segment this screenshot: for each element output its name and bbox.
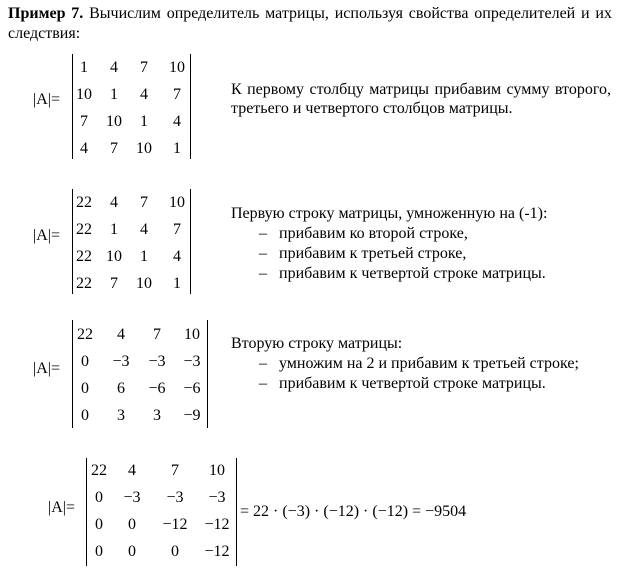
- matrix-cell: 1: [110, 86, 118, 103]
- matrix-cell: −9: [183, 407, 201, 424]
- explanation-1: [231, 80, 611, 118]
- matrix-cell: 1: [140, 248, 148, 265]
- matrix-cell: 10: [169, 59, 185, 76]
- matrix-cell: 10: [136, 140, 152, 157]
- det-left-bar: [86, 458, 87, 566]
- matrix-cell: 1: [110, 221, 118, 238]
- matrix-cell: −12: [204, 543, 230, 560]
- matrix-cell: 4: [128, 462, 136, 479]
- matrix-cell: 0: [95, 489, 103, 506]
- matrix-cell: 10: [136, 275, 152, 292]
- matrix-cell: −3: [166, 489, 184, 506]
- list-item: – прибавим к четвертой строке матрицы.: [259, 265, 546, 282]
- matrix-cell: −12: [162, 516, 188, 533]
- matrix-cell: 22: [76, 248, 92, 265]
- det-left-bar: [72, 189, 73, 294]
- matrix-cell: 7: [110, 275, 118, 292]
- intro-paragraph: [8, 4, 612, 44]
- dash-icon: –: [259, 225, 267, 242]
- matrix-cell: 7: [140, 59, 148, 76]
- list-item: – прибавим к четвертой строке матрицы.: [259, 375, 546, 392]
- matrix-cell: −12: [204, 516, 230, 533]
- matrix-cell: 22: [76, 275, 92, 292]
- matrix-cell: −3: [112, 353, 130, 370]
- explanation-2: [231, 204, 616, 284]
- det-lhs: |A|=: [48, 499, 75, 516]
- det-lhs: |A|=: [33, 227, 60, 244]
- explanation-list: [231, 224, 616, 284]
- matrix-cell: 3: [153, 407, 161, 424]
- matrix-cell: 10: [209, 462, 225, 479]
- list-item: – прибавим к третьей строке,: [259, 245, 467, 262]
- matrix-cell: 22: [77, 326, 93, 343]
- matrix-cell: −3: [183, 353, 201, 370]
- matrix-cell: 7: [140, 194, 148, 211]
- matrix-cell: 4: [140, 221, 148, 238]
- matrix-cell: −3: [148, 353, 166, 370]
- matrix-cell: 4: [173, 248, 181, 265]
- matrix-cell: 0: [128, 543, 136, 560]
- matrix-cell: 10: [106, 248, 122, 265]
- matrix-cell: 7: [80, 113, 88, 130]
- matrix-cell: 22: [91, 462, 107, 479]
- matrix-cell: 0: [81, 353, 89, 370]
- matrix-cell: 1: [80, 59, 88, 76]
- det-lhs: |A|=: [33, 91, 60, 108]
- explanation-text: К первому столбцу матрицы прибавим сумму второго, третьего и четвертого столбцов матрицы.: [231, 81, 611, 117]
- matrix-cell: 3: [117, 407, 125, 424]
- example-label: Пример 7.: [8, 5, 84, 22]
- dash-icon: –: [259, 355, 267, 372]
- matrix-cell: 4: [117, 326, 125, 343]
- matrix-cell: 10: [106, 113, 122, 130]
- matrix-cell: 7: [173, 221, 181, 238]
- matrix-cell: 1: [173, 275, 181, 292]
- matrix-cell: −6: [148, 380, 166, 397]
- explanation-text: Вторую строку матрицы:: [231, 335, 403, 352]
- matrix-cell: 22: [76, 221, 92, 238]
- matrix-cell: 1: [140, 113, 148, 130]
- matrix-cell: 7: [173, 86, 181, 103]
- determinant-result: = 22 · (−3) · (−12) · (−12) = −9504: [240, 503, 467, 520]
- det-left-bar: [72, 54, 73, 159]
- matrix-cell: 4: [173, 113, 181, 130]
- matrix-cell: −3: [123, 489, 141, 506]
- list-item: – умножим на 2 и прибавим к третьей строке;: [259, 355, 579, 372]
- matrix-cell: 4: [110, 59, 118, 76]
- matrix-cell: 0: [81, 407, 89, 424]
- list-item: – прибавим ко второй строке,: [259, 225, 468, 242]
- matrix-cell: −3: [208, 489, 226, 506]
- dash-icon: –: [259, 245, 267, 262]
- dash-icon: –: [259, 375, 267, 392]
- det-right-bar: [236, 458, 237, 566]
- intro-text: Вычислим определитель матрицы, используя свойства определителей и их следствия:: [8, 5, 612, 42]
- matrix-cell: 10: [76, 86, 92, 103]
- explanation-list: [231, 354, 619, 394]
- matrix-cell: 0: [95, 516, 103, 533]
- det-left-bar: [72, 320, 73, 428]
- det-lhs: |A|=: [33, 360, 60, 377]
- explanation-text: Первую строку матрицы, умноженную на (-1):: [231, 205, 548, 222]
- matrix-cell: 22: [76, 194, 92, 211]
- det-right-bar: [190, 189, 191, 294]
- explanation-3: [231, 334, 619, 394]
- dash-icon: –: [259, 265, 267, 282]
- matrix-cell: 1: [173, 140, 181, 157]
- matrix-cell: 4: [110, 194, 118, 211]
- matrix-cell: 10: [169, 194, 185, 211]
- det-right-bar: [190, 54, 191, 159]
- matrix-cell: 7: [171, 462, 179, 479]
- matrix-cell: 0: [81, 380, 89, 397]
- matrix-cell: 7: [110, 140, 118, 157]
- det-right-bar: [207, 320, 208, 428]
- matrix-cell: 0: [171, 543, 179, 560]
- matrix-cell: −6: [183, 380, 201, 397]
- matrix-cell: 4: [140, 86, 148, 103]
- matrix-cell: 10: [184, 326, 200, 343]
- matrix-cell: 0: [128, 516, 136, 533]
- matrix-cell: 7: [153, 326, 161, 343]
- matrix-cell: 4: [80, 140, 88, 157]
- matrix-cell: 0: [95, 543, 103, 560]
- matrix-cell: 6: [117, 380, 125, 397]
